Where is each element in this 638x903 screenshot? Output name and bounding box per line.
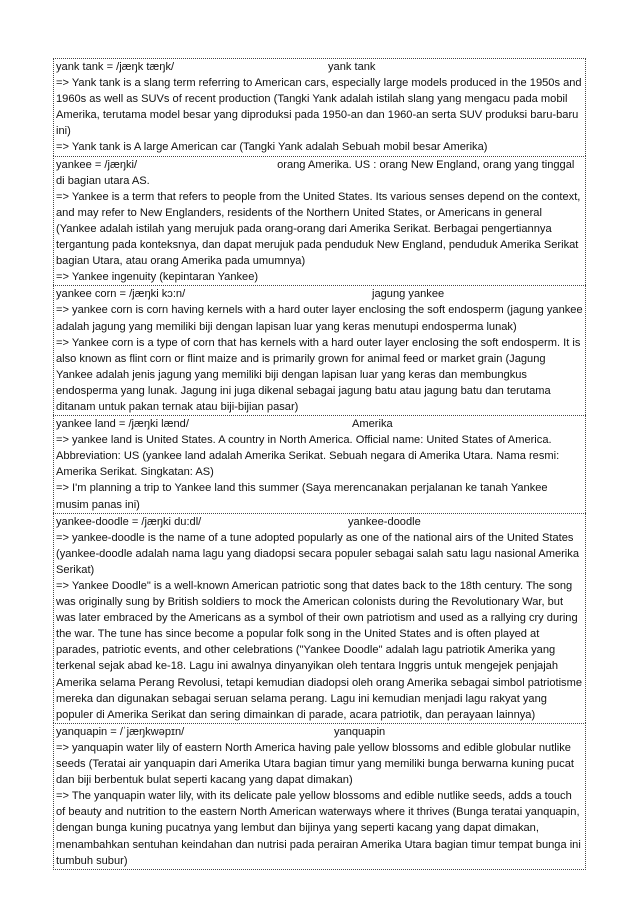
entry-example: => The yanquapin water lily, with its delicate pale yellow blossoms and edible nutlike seeds, adds a touch of beauty and nutrition to the eastern North American waterways where it thrives (Bunga teratai yanquapin, dengan bunga kuning pucatnya yang lembut dan bijinya yang seperti kacang yang dapat dimakan, menambahkan sentuhan keindahan dan nutrisi pada perairan Amerika Utara bagian timur tempat bunga ini tumbuh subur) bbox=[56, 790, 581, 867]
dictionary-entry bbox=[53, 415, 586, 513]
dictionary-entry bbox=[53, 58, 586, 156]
entry-translation: jagung yankee bbox=[372, 288, 445, 301]
entry-term: yanquapin = /ˈjæŋkwəpɪn/ bbox=[56, 725, 185, 738]
entry-term: yank tank = /jæŋk tæŋk/ bbox=[56, 61, 175, 73]
entry-example: => Yank tank is A large American car (Tangki Yank adalah Sebuah mobil besar Amerika) bbox=[56, 141, 488, 154]
entry-definition: => Yank tank is a slang term referring to American cars, especially large models produced in the 1950s and 1960s as well as SUVs of recent production (Tangki Yank adalah istilah slang yang mengacu pada mobil Amerika, terutama model besar yang diproduksi pada 1950-an dan 1960-an serta SUV produksi baru-baru ini) bbox=[56, 77, 582, 138]
entry-example: => Yankee ingenuity (kepintaran Yankee) bbox=[56, 271, 259, 284]
entry-headword-line bbox=[56, 724, 583, 740]
entry-example: => Yankee corn is a type of corn that has kernels with a hard outer layer enclosing the soft endosperm. It is also known as flint corn or flint maize and is primarily grown for animal feed or market grain (Jagung Yankee adalah jenis jagung yang memiliki biji dengan lapisan luar yang keras dan membungkus endosperma yang lunak. Jagung ini juga dikenal sebagai jagung batu atau jagung batu dan terutama ditanam untuk pakan ternak atau biji-bijian pasar) bbox=[56, 336, 581, 413]
entry-example: => Yankee Doodle" is a well-known American patriotic song that dates back to the 18th century. The song was originally sung by British soldiers to mock the American colonists during the Revolutionary War, but was later embraced by the Americans as a symbol of their own patriotism and used as a rallying cry during the war. The tune has since become a popular folk song in the United States and is often played at parades, patriotic events, and other celebrations ("Yankee Doodle" adalah lagu patriotik Amerika yang terkenal sejak abad ke-18. Lagu ini awalnya dinyanyikan oleh tentara Inggris untuk mengejek penjajah Amerika selama Perang Revolusi, tetapi kemudian diadopsi oleh orang Amerika sebagai simbol patriotisme mereka dan digunakan sebagai seruan selama perang. Lagu ini kemudian menjadi lagu rakyat yang populer di Amerika Serikat dan sering dimainkan di parade, acara patriotik, dan perayaan lainnya) bbox=[56, 580, 582, 721]
dictionary-entry bbox=[53, 513, 586, 723]
entry-headword-line bbox=[56, 514, 583, 530]
entry-translation: yanquapin bbox=[334, 725, 386, 738]
entry-translation: orang Amerika. US : orang New England, orang yang tinggal di bagian utara AS. bbox=[56, 158, 575, 187]
entry-definition: => yankee corn is corn having kernels with a hard outer layer enclosing the soft endosperm (jagung yankee adalah jagung yang memiliki biji dengan lapisan luar yang keras menutupi endosperma lunak) bbox=[56, 304, 583, 333]
entry-headword-line bbox=[56, 59, 583, 75]
entry-term: yankee land = /jæŋki lænd/ bbox=[56, 418, 189, 431]
entry-term: yankee = /jæŋki/ bbox=[56, 158, 138, 171]
entry-definition: => Yankee is a term that refers to people from the United States. Its various senses depend on the context, and may refer to New Englanders, residents of the Northern United States, or Americans in general (Yankee adalah istilah yang merujuk pada orang-orang dari Amerika Serikat. Berbagai pengertiannya tergantung pada konteksnya, dan dapat merujuk pada penduduk New England, penduduk Amerika Serikat bagian Utara, atau orang Amerika pada umumnya) bbox=[56, 190, 581, 268]
entry-headword-line bbox=[56, 157, 583, 189]
dictionary-entry bbox=[53, 156, 586, 286]
entry-translation: Amerika bbox=[352, 418, 393, 431]
entry-term: yankee-doodle = /jæŋki du:dl/ bbox=[56, 515, 202, 528]
entry-example: => I'm planning a trip to Yankee land this summer (Saya merencanakan perjalanan ke tanah Yankee musim panas ini) bbox=[56, 482, 548, 511]
entry-translation: yankee-doodle bbox=[348, 515, 421, 528]
dictionary-page bbox=[53, 58, 586, 870]
entry-term: yankee corn = /jæŋki kɔ:n/ bbox=[56, 288, 186, 301]
entry-definition: => yanquapin water lily of eastern North America having pale yellow blossoms and edible globular nutlike seeds (Teratai air yanquapin dari Amerika Utara bagian timur yang memiliki bunga berwarna kuning pucat dan biji berbentuk bulat seperti kacang yang dapat dimakan) bbox=[56, 741, 574, 787]
dictionary-entry bbox=[53, 285, 586, 415]
entry-definition: => yankee land is United States. A country in North America. Official name: United States of America. Abbreviation: US (yankee land adalah Amerika Serikat. Sebuah negara di Amerika Utara. Nama resmi: Amerika Serikat. Singkatan: AS) bbox=[56, 434, 560, 479]
entry-definition: => yankee-doodle is the name of a tune adopted popularly as one of the national airs of the United States (yankee-doodle adalah nama lagu yang diadopsi secara populer sebagai salah satu lagu nasional Amerika Serikat) bbox=[56, 531, 579, 576]
entry-headword-line bbox=[56, 416, 583, 432]
dictionary-entry bbox=[53, 723, 586, 870]
entry-translation: yank tank bbox=[328, 61, 376, 73]
entry-headword-line bbox=[56, 286, 583, 302]
